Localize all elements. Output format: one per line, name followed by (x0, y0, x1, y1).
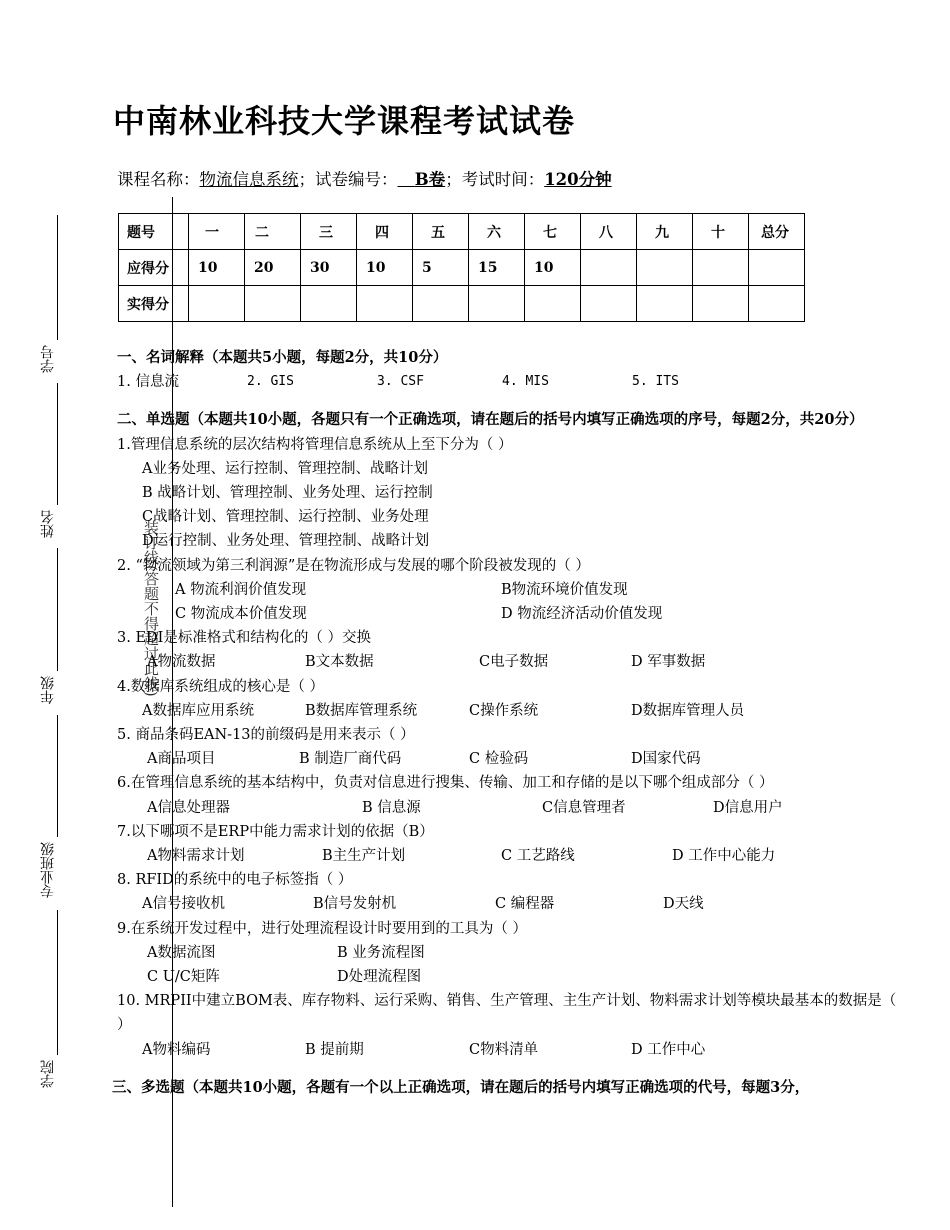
option-row (117, 796, 907, 820)
table-cell[interactable] (749, 286, 805, 322)
side-label-name: 姓名 (40, 510, 56, 538)
table-cell: 四 (357, 214, 413, 250)
section-title: 三、多选题（本题共10小题，各题有一个以上正确选项，请在题后的括号内填写正确选项的代号，每题3分， (112, 1078, 810, 1096)
table-cell: 五 (413, 214, 469, 250)
table-cell[interactable] (413, 286, 469, 322)
exam-time: 120分钟 (544, 170, 612, 189)
question: 6.在管理信息系统的基本结构中，负责对信息进行搜集、传输、加工和存储的是以下哪个组成部分（ ） (117, 775, 774, 792)
table-cell: 10 (189, 250, 245, 286)
option: A信息处理器 (147, 799, 230, 816)
option: D 军事数据 (631, 654, 706, 671)
option: D 物流经济活动价值发现 (501, 606, 663, 622)
option: C 检验码 (469, 751, 529, 768)
course-info-line (117, 166, 612, 190)
table-cell (581, 250, 637, 286)
option: B数据库管理系统 (305, 702, 418, 719)
question: 3. EDI是标准格式和结构化的（ ）交换 (117, 630, 371, 647)
option: C 物流成本价值发现 (175, 606, 307, 622)
side-label-college: 学院 (40, 1060, 56, 1088)
list-item: 2. GIS (247, 374, 294, 390)
table-cell[interactable] (189, 286, 245, 322)
side-label-student-id: 学号 (40, 345, 56, 373)
section-title: 二、单选题（本题共10小题，各题只有一个正确选项，请在题后的括号内填写正确选项的序号，每题2分，共20分） (117, 411, 864, 429)
question: 8. RFID的系统中的电子标签指（ ） (117, 872, 353, 889)
table-cell[interactable] (637, 286, 693, 322)
table-cell (749, 250, 805, 286)
side-field-line[interactable] (57, 215, 58, 340)
option-row (117, 844, 907, 868)
table-cell[interactable] (525, 286, 581, 322)
table-cell (693, 250, 749, 286)
side-label-major-class: 专业班级 (40, 842, 56, 898)
table-cell[interactable] (357, 286, 413, 322)
option-row (117, 699, 907, 723)
section-title: 一、名词解释（本题共5小题，每题2分，共10分） (117, 349, 448, 366)
side-field-line[interactable] (57, 383, 58, 505)
table-cell: 10 (357, 250, 413, 286)
course-name: 物流信息系统 (199, 170, 299, 189)
list-item: 3. CSF (377, 374, 424, 390)
side-field-line[interactable] (57, 548, 58, 671)
table-cell[interactable] (469, 286, 525, 322)
option: A商品项目 (147, 751, 216, 768)
table-cell: 5 (413, 250, 469, 286)
option: B信号发射机 (313, 896, 397, 913)
option-row (117, 892, 907, 916)
table-cell: 八 (581, 214, 637, 250)
question: 2. “物流领域为第三利润源”是在物流形成与发展的哪个阶段被发现的（ ） (117, 557, 590, 574)
option: C 工艺路线 (501, 847, 575, 864)
paper-code: B卷 (414, 170, 446, 189)
option: C操作系统 (469, 702, 539, 719)
option: A 物流利润价值发现 (175, 581, 307, 598)
exam-title: 中南林业科技大学课程考试试卷 (113, 102, 576, 140)
table-cell: 七 (525, 214, 581, 250)
option: D天线 (663, 896, 704, 913)
table-cell: 30 (301, 250, 357, 286)
option: A信号接收机 (142, 896, 225, 913)
question: 5. 商品条码EAN-13的前缀码是用来表示（ ） (117, 726, 415, 743)
question: 4.数据库系统组成的核心是（ ） (117, 678, 324, 695)
side-field-line[interactable] (57, 910, 58, 1055)
option-row (117, 650, 907, 674)
option: D运行控制、业务处理、管理控制、战略计划 (142, 533, 430, 550)
option-row (117, 941, 907, 965)
table-cell (637, 250, 693, 286)
option: A数据库应用系统 (142, 702, 254, 719)
binding-line-note: 装订线(答题不得超过此线) (142, 520, 160, 697)
exam-content (112, 346, 907, 1100)
option: D信息用户 (713, 799, 783, 816)
option: B 信息源 (362, 799, 421, 816)
option-row (117, 1038, 907, 1062)
option: C电子数据 (479, 654, 549, 671)
option: C 编程器 (495, 896, 555, 913)
table-cell: 九 (637, 214, 693, 250)
option: D 工作中心 (631, 1041, 706, 1058)
option-row (117, 578, 907, 602)
table-cell: 三 (301, 214, 357, 250)
table-cell: 二 (245, 214, 301, 250)
option: B文本数据 (305, 654, 374, 671)
table-cell: 10 (525, 250, 581, 286)
exam-time-label: ；考试时间： (445, 170, 545, 189)
option: B 制造厂商代码 (299, 751, 402, 768)
paper-code-label: ；试卷编号： (298, 170, 398, 189)
question: 1.管理信息系统的层次结构将管理信息系统从上至下分为（ ） (117, 436, 513, 453)
table-cell: 一 (189, 214, 245, 250)
side-field-line[interactable] (57, 715, 58, 837)
option: A业务处理、运行控制、管理控制、战略计划 (142, 460, 428, 477)
table-cell[interactable] (245, 286, 301, 322)
score-table-header-row (119, 214, 805, 250)
table-cell: 六 (469, 214, 525, 250)
question: 10. MRPII中建立BOM表、库存物料、运行采购、销售、生产管理、主生产计划、物料需求计划等模块最基本的数据是（ ） (117, 993, 897, 1034)
option: D处理流程图 (337, 968, 422, 985)
option: B 业务流程图 (337, 944, 425, 961)
question: 7.以下哪项不是ERP中能力需求计划的依据（B） (117, 823, 434, 840)
option: A物流数据 (147, 654, 216, 671)
option: B 提前期 (305, 1041, 364, 1058)
option: D国家代码 (631, 751, 701, 768)
option: B物流环境价值发现 (501, 581, 628, 598)
table-cell[interactable] (581, 286, 637, 322)
score-table (118, 213, 805, 322)
table-cell: 总分 (749, 214, 805, 250)
option: A物料编码 (142, 1041, 211, 1058)
option-row (117, 747, 907, 771)
score-table-earned-row (119, 286, 805, 322)
list-item: 4. MIS (502, 374, 549, 390)
option: C物料清单 (469, 1041, 539, 1058)
option: C U/C矩阵 (147, 968, 220, 985)
list-item: 5. ITS (632, 374, 679, 390)
option: D数据库管理人员 (631, 702, 745, 719)
table-cell: 20 (245, 250, 301, 286)
option: C战略计划、管理控制、运行控制、业务处理 (142, 509, 429, 526)
table-cell: 十 (693, 214, 749, 250)
option: A物料需求计划 (147, 847, 245, 864)
option: A数据流图 (147, 944, 216, 961)
option: B主生产计划 (322, 847, 406, 864)
course-name-label: 课程名称： (117, 170, 200, 189)
table-cell[interactable] (693, 286, 749, 322)
option: C信息管理者 (542, 799, 626, 816)
table-cell: 实得分 (119, 286, 189, 322)
option-row (117, 602, 907, 626)
option: D 工作中心能力 (672, 847, 776, 864)
side-label-grade: 年级 (40, 676, 56, 704)
option: B 战略计划、管理控制、业务处理、运行控制 (142, 485, 433, 501)
table-cell[interactable] (301, 286, 357, 322)
table-cell: 15 (469, 250, 525, 286)
question: 9.在系统开发过程中，进行处理流程设计时要用到的工具为（ ） (117, 920, 527, 937)
option-row (117, 965, 907, 989)
list-item: 1. 信息流 (117, 374, 179, 391)
term-list (117, 370, 907, 394)
table-cell: 题号 (119, 214, 189, 250)
table-cell: 应得分 (119, 250, 189, 286)
score-table-points-row (119, 250, 805, 286)
